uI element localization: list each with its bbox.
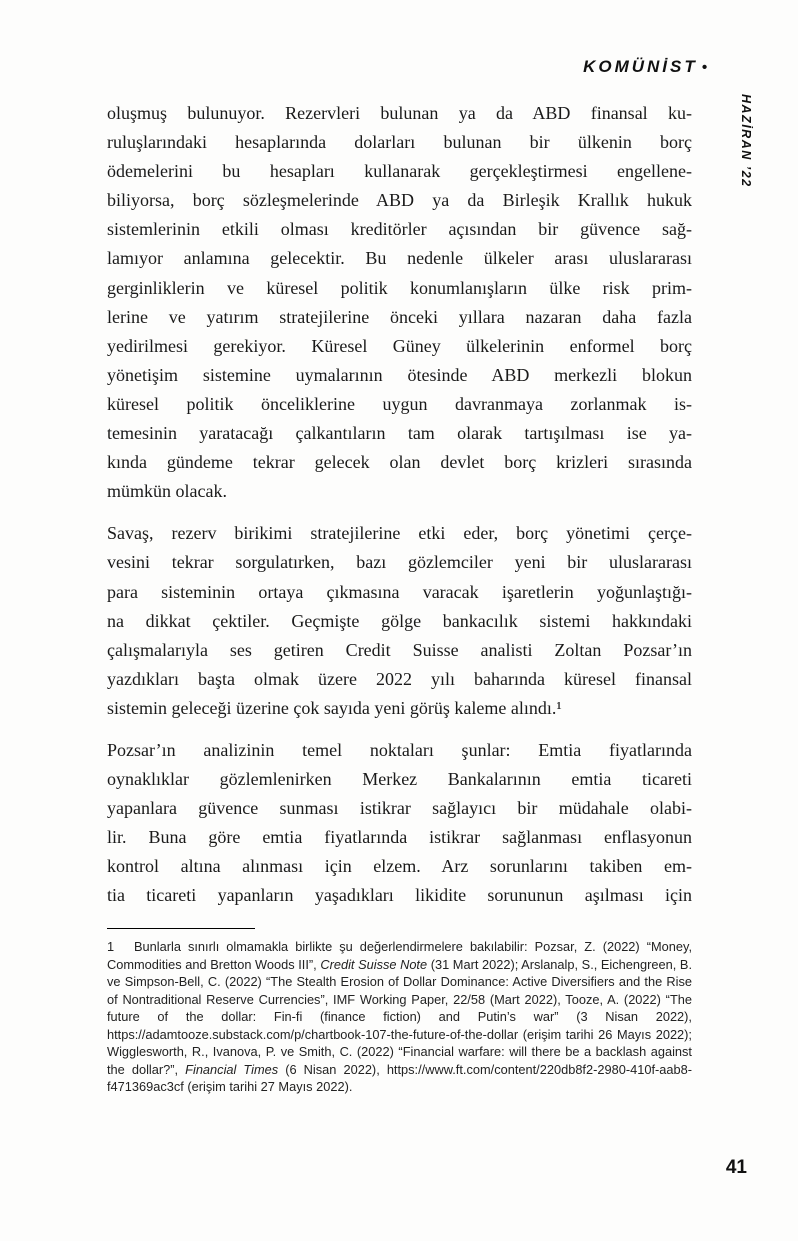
paragraph (107, 736, 692, 911)
page-number: 41 (725, 1157, 747, 1178)
footnote-segment: Bunlarla sınırlı olmamakla birlikte şu değerlendirmelere bakılabilir: Pozsar, Z. (2022) “Money, Commodities and Bretton Woods III”, (107, 939, 692, 972)
text-line: tia ticareti yapanların yaşadıkları likidite sorununun aşılması için (107, 885, 692, 906)
text-line: sistemlerinin etkili olması kreditörler açısından bir güvence sağ- (107, 219, 692, 240)
paragraph (107, 519, 692, 723)
body-text (107, 99, 692, 911)
footnote-number: 1 (107, 939, 115, 954)
text-line: kında gündeme tekrar gelecek olan devlet borç krizleri sırasında (107, 452, 692, 473)
text-line: oynaklıklar gözlemlenirken Merkez Bankalarının emtia ticareti (107, 769, 692, 790)
text-line: yönetişim sistemine uymalarının ötesinde ABD merkezli blokun (107, 364, 692, 385)
text-line: mümkün olacak. (107, 481, 227, 502)
text-line: yedirilmesi gerekiyor. Küresel Güney ülkelerinin enformel borç (107, 335, 692, 356)
text-line: yazdıkları başta olmak üzere 2022 yılı baharında küresel finansal (107, 668, 692, 689)
text-line: temesinin yaratacağı çalkantıların tam olarak tartışılması ise ya- (107, 423, 692, 444)
text-line: na dikkat çektiler. Geçmişte gölge bankacılık sistemi hakkındaki (107, 610, 692, 631)
header-bullet: • (701, 59, 707, 76)
text-line: oluşmuş bulunuyor. Rezervleri bulunan ya da ABD finansal ku- (107, 103, 692, 123)
paragraph (107, 99, 692, 506)
text-line: yapanlara güvence sunması istikrar sağlayıcı bir müdahale olabi- (107, 798, 692, 819)
text-line: lerine ve yatırım stratejilerine önceki yıllara nazaran daha fazla (107, 306, 692, 327)
footnote (107, 928, 692, 1096)
text-line: biliyorsa, borç sözleşmelerinde ABD ya da Birleşik Krallık hukuk (107, 190, 692, 211)
footnote-italic-segment: Credit Suisse Note (320, 956, 428, 972)
footnote-text (107, 938, 692, 1096)
text-line: para sisteminin ortaya çıkmasına varacak işaretlerin yoğunlaştığı- (107, 581, 692, 602)
text-line: çalışmalarıyla ses getiren Credit Suisse analisti Zoltan Pozsar’ın (107, 639, 692, 660)
text-line: ödemelerini bu hesapları kullanarak gerçekleştirmesi engellene- (107, 161, 692, 182)
text-line: vesini tekrar sorgulatırken, bazı gözlemciler yeni bir uluslararası (107, 552, 692, 573)
text-line: lamıyor anlamına gelecektir. Bu nedenle ülkeler arası uluslararası (107, 248, 692, 269)
footnote-segment: (31 Mart 2022); Arslanalp, S., Eichengreen, B. ve Simpson-Bell, C. (2022) “The Stealth Erosion of Dollar Dominance: Active Diversifiers and the Rise of Nontraditional Reserve Currencies”, IMF Working Paper, 22/58 (Mart 2022), Tooze, A. (2022) “The future of the dollar: Fin-fi (finance fiction) and Putin’s war” (3 Nisan 2022), https://adamtooze.substack.com/p/chartbook-107-the-future-of-the-dollar (erişim tarihi 26 Mayıs 2022); Wigglesworth, R., Ivanova, P. ve Smith, C. (2022) “Financial warfare: will there be a backlash against the dollar?”, (107, 956, 692, 1077)
text-line: lir. Buna göre emtia fiyatlarında istikrar sağlanması enflasyonun (107, 827, 692, 848)
text-line: küresel politik önceliklerine uygun davranmaya zorlanmak is- (107, 393, 692, 414)
magazine-title: KOMÜNİST (583, 57, 698, 76)
issue-label-vertical: HAZİRAN ’22 (739, 94, 753, 188)
text-line: Pozsar’ın analizinin temel noktaları şunlar: Emtia fiyatlarında (107, 739, 692, 760)
text-line: ruluşlarındaki hesaplarında dolarları bulunan bir ülkenin borç (107, 132, 692, 153)
footnote-separator-rule (107, 928, 255, 929)
text-line: kontrol altına alınması için elzem. Arz sorunlarını takiben em- (107, 856, 692, 877)
text-line: Savaş, rezerv birikimi stratejilerine etki eder, borç yönetimi çerçe- (107, 523, 692, 544)
magazine-header (583, 57, 707, 77)
text-line: gerginliklerin ve küresel politik konumlanışların ülke risk prim- (107, 277, 692, 298)
footnote-segment: (6 Nisan 2022), https://www.ft.com/content/220db8f2-2980-410f-aab8-f471369ac3cf (erişim tarihi 27 Mayıs 2022). (107, 1061, 692, 1094)
footnote-italic-segment: Financial Times (185, 1061, 279, 1077)
text-line: sistemin geleceği üzerine çok sayıda yeni görüş kaleme alındı.¹ (107, 697, 562, 718)
